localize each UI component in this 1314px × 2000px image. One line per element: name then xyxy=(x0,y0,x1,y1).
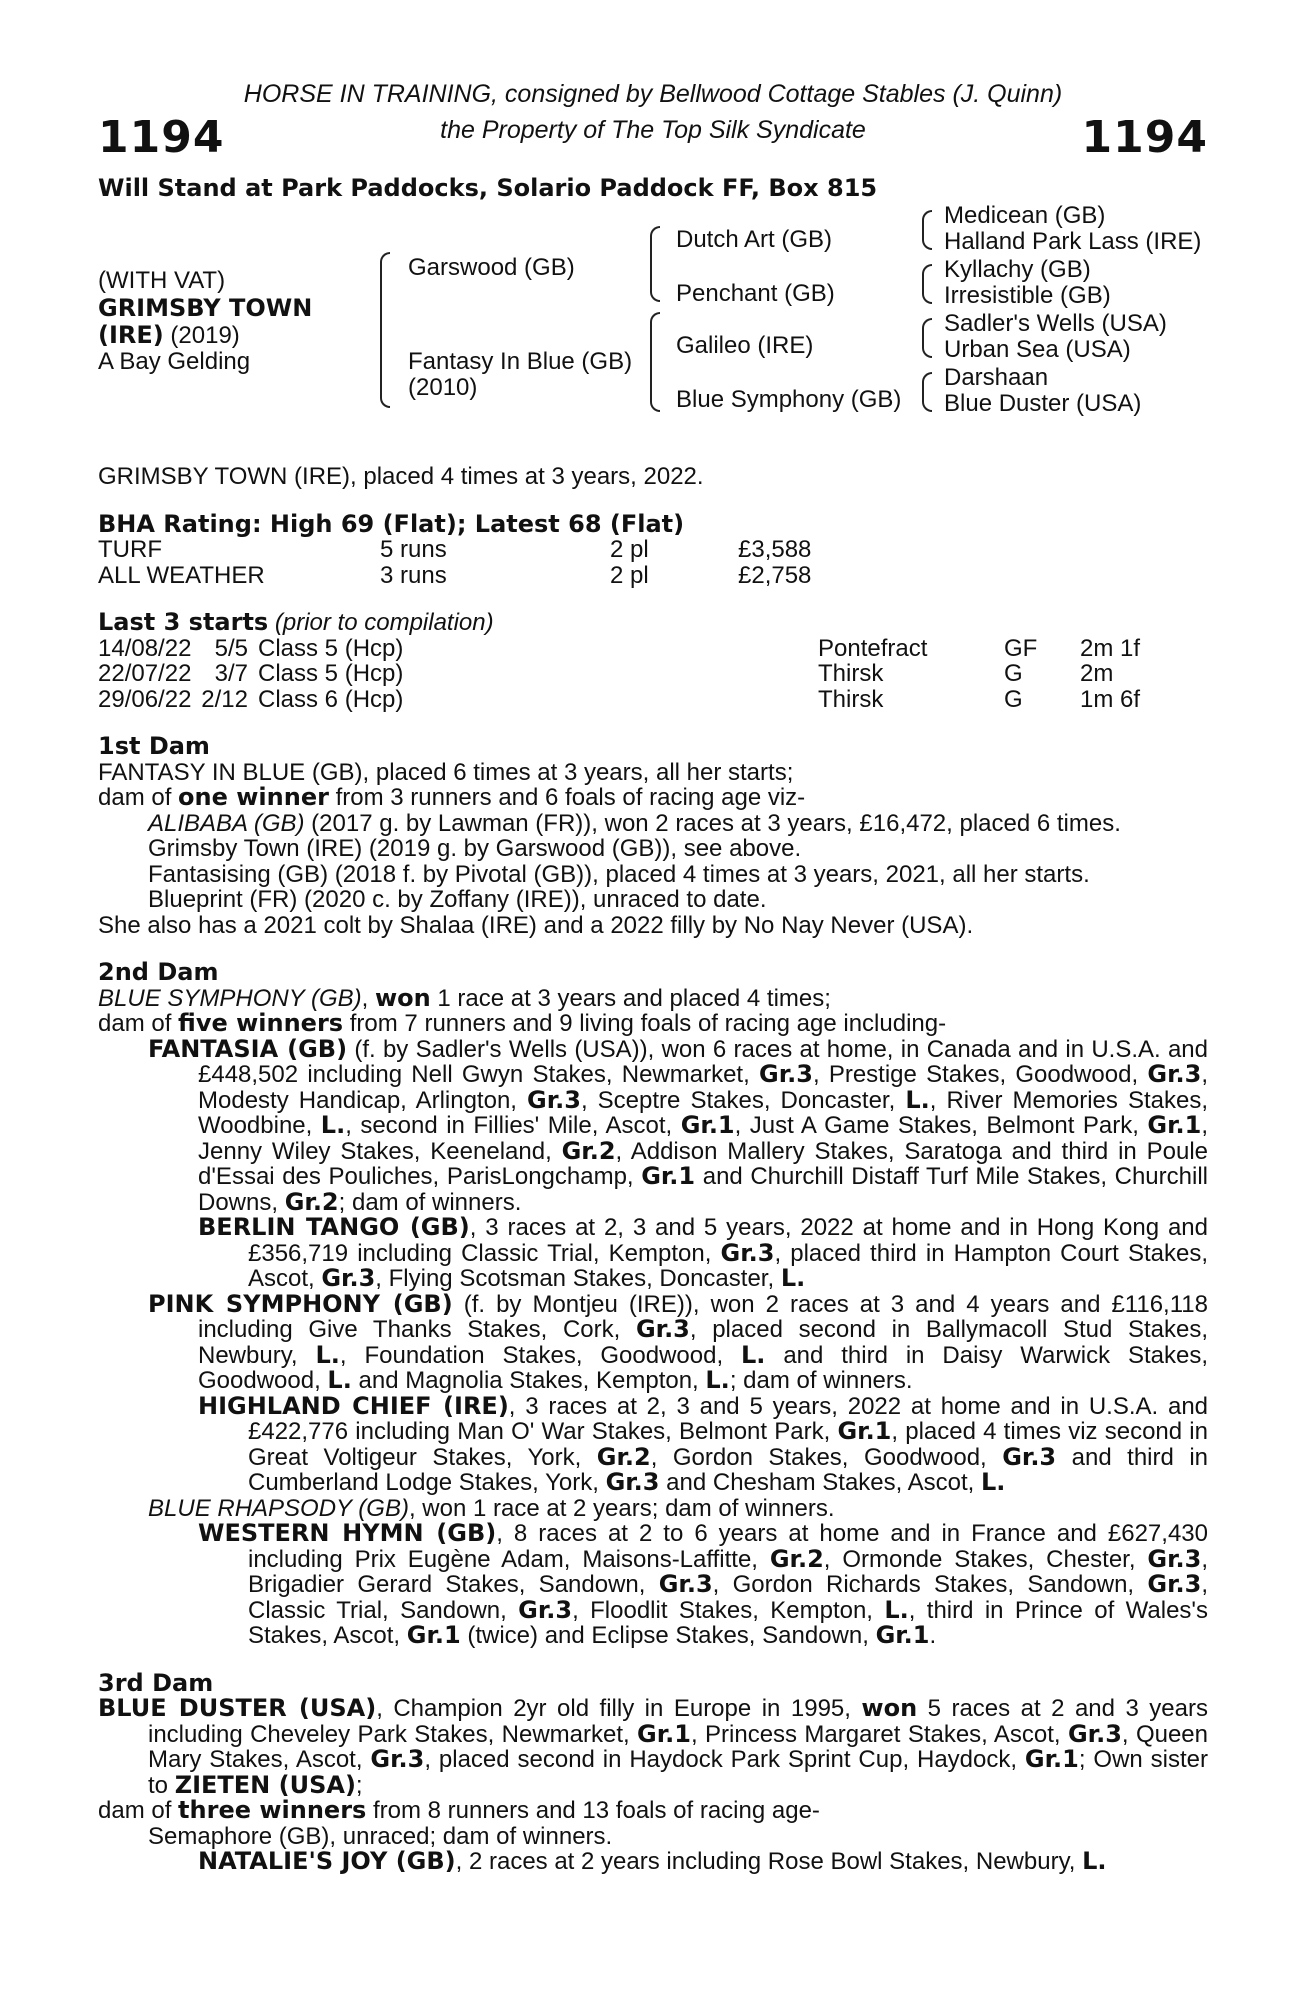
grade: L. xyxy=(327,1366,352,1394)
brace-3a xyxy=(922,210,932,250)
table-cell: Class 5 (Hcp) xyxy=(258,634,404,662)
pedigree-table xyxy=(98,202,1208,432)
grade: Gr.1 xyxy=(641,1162,696,1190)
produce-entry-fantasia xyxy=(98,1034,1209,1216)
produce-entry: Blueprint (FR) (2020 c. by Zoffany (IRE)), unraced to date. xyxy=(148,886,767,913)
table-row xyxy=(98,563,811,589)
grade: Gr.3 xyxy=(370,1745,425,1773)
text: ; dam of winners. xyxy=(338,1188,522,1216)
sire-dam-dam: Irresistible (GB) xyxy=(944,282,1111,309)
table-cell: Class 6 (Hcp) xyxy=(258,685,404,713)
text: , 2 races at 2 years including Rose Bowl Stakes, Newbury, xyxy=(455,1848,1083,1875)
dam-dam: Blue Symphony (GB) xyxy=(676,386,902,413)
first-dam-section xyxy=(98,734,1208,938)
starts-title: Last 3 starts xyxy=(98,608,269,636)
vat-label: (WITH VAT) xyxy=(98,267,226,294)
table-cell: 22/07/22 xyxy=(98,660,192,687)
winners-count: five winners xyxy=(178,1009,344,1037)
page-header xyxy=(98,82,1208,174)
dam-sire: Galileo (IRE) xyxy=(676,332,814,359)
first-dam-produce-summary xyxy=(98,785,1208,811)
text: , xyxy=(361,984,375,1012)
grade: L. xyxy=(705,1366,730,1394)
text: , placed second in Ballymacoll Stud Stakes, Newbury, xyxy=(198,1316,1208,1369)
won-label: won xyxy=(861,1694,918,1722)
lot-number-left: 1194 xyxy=(98,112,225,163)
dam-name: BLUE SYMPHONY (GB) xyxy=(98,984,362,1012)
text: , 3 races at 2, 3 and 5 years, 2022 at home and in Hong Kong and £356,719 including Classic Trial, Kempton, xyxy=(248,1214,1208,1267)
text: (f. by Sadler's Wells (USA)), won 6 races at home, in Canada and in U.S.A. and £448,502 including Nell Gwyn Stakes, Newmarket, xyxy=(198,1035,1208,1088)
table-cell: 3 runs xyxy=(380,561,447,589)
produce-name: ALIBABA (GB) xyxy=(148,809,305,837)
grade: Gr.3 xyxy=(1067,1719,1122,1748)
text: , River Memories Stakes, Woodbine, xyxy=(198,1086,1208,1139)
table-cell: 29/06/22 xyxy=(98,685,192,713)
text: , Champion 2yr old filly in Europe in 1995, xyxy=(376,1695,862,1722)
text: ; xyxy=(355,1771,363,1799)
table-cell: 5/5 xyxy=(214,634,248,662)
table-cell: 2/12 xyxy=(201,685,248,713)
horse-description: A Bay Gelding xyxy=(98,348,251,375)
grade: Gr.1 xyxy=(680,1111,735,1139)
rating-table xyxy=(98,537,811,588)
sire-sire: Dutch Art (GB) xyxy=(676,226,833,253)
text: , 3 races at 2, 3 and 5 years, 2022 at home and in U.S.A. and £422,776 including Man O' War Stakes, Belmont Park, xyxy=(248,1392,1209,1445)
grade: Gr.2 xyxy=(596,1442,651,1471)
text: , Just A Game Stakes, Belmont Park, xyxy=(734,1112,1148,1139)
horse-country: (IRE) xyxy=(98,321,164,349)
table-cell: Class 5 (Hcp) xyxy=(258,660,404,687)
grade: L. xyxy=(780,1264,806,1292)
text: , Foundation Stakes, Goodwood, xyxy=(339,1341,742,1369)
produce-entry-pink-symphony xyxy=(98,1289,1208,1394)
produce-entry-semaphore: Semaphore (GB), unraced; dam of winners. xyxy=(148,1822,613,1850)
grade: Gr.3 xyxy=(1147,1570,1202,1598)
won-label: won xyxy=(374,983,431,1012)
table-row xyxy=(98,537,811,563)
sibling-name: ZIETEN (USA) xyxy=(174,1770,356,1799)
table-cell: 2m 1f xyxy=(1080,634,1141,662)
text: , Floodlit Stakes, Kempton, xyxy=(572,1596,885,1624)
dam-dam-dam: Blue Duster (USA) xyxy=(944,390,1142,417)
text: and Churchill Distaff Turf Mile Stakes, Churchill Downs, xyxy=(198,1163,1208,1216)
sire-sire-sire: Medicean (GB) xyxy=(944,202,1106,229)
text: , Modesty Handicap, Arlington, xyxy=(198,1061,1208,1114)
text: , Classic Trial, Sandown, xyxy=(248,1571,1208,1624)
table-cell: 14/08/22 xyxy=(98,634,192,662)
grade: Gr.3 xyxy=(527,1085,581,1114)
text: , Ormonde Stakes, Chester, xyxy=(823,1545,1148,1573)
horse-year: (2019) xyxy=(163,322,240,349)
brace-1 xyxy=(380,252,390,408)
grade: Gr.3 xyxy=(635,1315,690,1343)
text: , placed third in Hampton Court Stakes, Ascot, xyxy=(248,1239,1208,1292)
text: from 8 runners and 13 foals of racing age- xyxy=(366,1797,820,1824)
stand-location: Will Stand at Park Paddocks, Solario Paddock FF, Box 815 xyxy=(98,174,878,202)
produce-name: BERLIN TANGO (GB) xyxy=(198,1213,470,1241)
grade: Gr.3 xyxy=(518,1595,573,1624)
text: 1 race at 3 years and placed 4 times; xyxy=(430,984,831,1012)
produce-entry xyxy=(98,811,1208,837)
text: , Addison Mallery Stakes, Saratoga and third in Poule d'Essai des Pouliches, ParisLongchamp, xyxy=(198,1137,1208,1190)
brace-2a xyxy=(650,226,660,302)
text: 5 races at 2 and 3 years including Cheveley Park Stakes, Newmarket, xyxy=(148,1695,1208,1748)
dam-sire-sire: Sadler's Wells (USA) xyxy=(944,310,1167,337)
dam-year: (2010) xyxy=(408,374,478,401)
lot-number-right: 1194 xyxy=(1081,112,1208,163)
produce-entry-berlin-tango xyxy=(98,1215,1208,1292)
third-dam-produce-summary xyxy=(98,1798,1208,1824)
table-cell: 2m xyxy=(1080,660,1114,687)
produce-entry-western-hymn xyxy=(98,1521,1208,1649)
grade: Gr.3 xyxy=(1147,1060,1202,1088)
third-dam-heading: 3rd Dam xyxy=(98,1668,214,1697)
produce-entry-blue-rhapsody xyxy=(98,1496,1208,1522)
grade: L. xyxy=(981,1468,1006,1496)
grade: Gr.1 xyxy=(637,1719,691,1748)
race-summary: GRIMSBY TOWN (IRE), placed 4 times at 3 years, 2022. xyxy=(98,463,704,490)
first-dam-note: She also has a 2021 colt by Shalaa (IRE) and a 2022 filly by No Nay Never (USA). xyxy=(98,911,974,939)
second-dam-section xyxy=(98,960,1208,1649)
text: from 7 runners and 9 living foals of racing age including- xyxy=(343,1010,947,1037)
grade: L. xyxy=(905,1085,930,1114)
second-dam-produce-summary xyxy=(98,1011,1208,1037)
starts-section xyxy=(98,610,1208,712)
winners-count: three winners xyxy=(178,1796,367,1824)
produce-name: HIGHLAND CHIEF (IRE) xyxy=(198,1391,509,1420)
table-row xyxy=(98,661,1140,687)
table-cell: Thirsk xyxy=(818,685,884,713)
grade: Gr.3 xyxy=(605,1468,660,1496)
grade: L. xyxy=(1082,1847,1107,1875)
text: (f. by Montjeu (IRE)), won 2 races at 3 and 4 years and £116,118 including Give Thanks Stakes, Cork, xyxy=(198,1290,1208,1343)
sire-dam-sire: Kyllachy (GB) xyxy=(944,256,1091,283)
rating-heading: BHA Rating: High 69 (Flat); Latest 68 (Flat) xyxy=(98,509,685,538)
grade: Gr.2 xyxy=(769,1544,824,1573)
text: . xyxy=(929,1622,937,1649)
starts-table xyxy=(98,636,1140,713)
table-row xyxy=(98,687,1140,713)
sire-dam: Penchant (GB) xyxy=(676,280,835,307)
grade: Gr.1 xyxy=(1147,1111,1202,1139)
starts-note: (prior to compilation) xyxy=(268,609,494,636)
produce-entry-highland-chief xyxy=(98,1391,1209,1496)
text: , Prestige Stakes, Goodwood, xyxy=(812,1061,1148,1088)
brace-3c xyxy=(922,318,932,358)
table-cell: 2 pl xyxy=(610,536,649,563)
text: from 3 runners and 6 foals of racing age viz- xyxy=(328,784,806,811)
table-cell: TURF xyxy=(98,536,162,563)
rating-section xyxy=(98,509,1208,589)
sire: Garswood (GB) xyxy=(408,254,575,281)
table-cell: ALL WEATHER xyxy=(98,561,265,589)
table-cell: Pontefract xyxy=(818,634,928,662)
table-cell: £3,588 xyxy=(738,536,812,563)
consignor-line: HORSE IN TRAINING, consigned by Bellwood Cottage Stables (J. Quinn) xyxy=(243,80,1063,108)
text: , Gordon Stakes, Goodwood, xyxy=(650,1443,1003,1471)
produce-entry-natalies-joy xyxy=(98,1849,1208,1875)
grade: Gr.3 xyxy=(1002,1442,1057,1471)
grade: L. xyxy=(741,1340,766,1369)
produce-name: BLUE RHAPSODY (GB) xyxy=(148,1494,409,1522)
text: , Jenny Wiley Stakes, Keeneland, xyxy=(198,1112,1209,1165)
text: ; Own sister to xyxy=(148,1746,1208,1799)
text: (twice) and Eclipse Stakes, Sandown, xyxy=(460,1622,876,1649)
second-dam-heading: 2nd Dam xyxy=(98,958,219,986)
text: and Chesham Stakes, Ascot, xyxy=(659,1469,982,1496)
catalogue-page xyxy=(98,82,1208,1875)
grade: Gr.1 xyxy=(875,1621,930,1649)
text: and third in Cumberland Lodge Stakes, York, xyxy=(248,1443,1209,1496)
grade: Gr.3 xyxy=(1147,1544,1202,1573)
text: and Magnolia Stakes, Kempton, xyxy=(351,1367,706,1394)
grade: Gr.2 xyxy=(561,1136,616,1165)
brace-3b xyxy=(922,264,932,304)
grade: Gr.1 xyxy=(1024,1745,1079,1773)
text: , Queen Mary Stakes, Ascot, xyxy=(148,1720,1208,1773)
grade: L. xyxy=(320,1111,346,1139)
dam-dam-sire: Darshaan xyxy=(944,364,1049,391)
produce-name: NATALIE'S JOY (GB) xyxy=(198,1847,456,1875)
produce-name: FANTASIA (GB) xyxy=(148,1034,348,1063)
grade: Gr.2 xyxy=(284,1187,339,1216)
grade: Gr.1 xyxy=(406,1621,461,1649)
sire-sire-dam: Halland Park Lass (IRE) xyxy=(944,228,1202,255)
table-cell: G xyxy=(1004,685,1023,713)
grade: Gr.1 xyxy=(837,1417,892,1445)
winners-count: one winner xyxy=(178,783,329,811)
grade: L. xyxy=(884,1595,909,1624)
property-line: the Property of The Top Silk Syndicate xyxy=(440,116,866,144)
text: , Gordon Richards Stakes, Sandown, xyxy=(712,1571,1148,1598)
grade: Gr.3 xyxy=(720,1238,775,1267)
starts-heading xyxy=(98,610,1208,636)
grade: L. xyxy=(315,1340,340,1369)
produce-name: WESTERN HYMN (GB) xyxy=(198,1519,497,1547)
brace-2b xyxy=(650,312,660,412)
text: (2017 g. by Lawman (FR)), won 2 races at 3 years, £16,472, placed 6 times. xyxy=(304,809,1121,837)
third-dam-entry xyxy=(98,1696,1208,1798)
produce-entry: Grimsby Town (IRE) (2019 g. by Garswood (GB)), see above. xyxy=(148,835,802,862)
brace-3d xyxy=(922,372,932,412)
horse-country-year xyxy=(98,321,240,350)
text: , won 1 race at 2 years; dam of winners. xyxy=(408,1494,835,1522)
table-cell: £2,758 xyxy=(738,561,812,589)
dam-name: BLUE DUSTER (USA) xyxy=(98,1694,377,1722)
text: and third in Daisy Warwick Stakes, Goodwood, xyxy=(198,1341,1208,1394)
grade: Gr.3 xyxy=(658,1570,713,1598)
produce-name: PINK SYMPHONY (GB) xyxy=(148,1289,453,1318)
table-cell: G xyxy=(1004,660,1023,687)
text: dam of xyxy=(98,784,179,811)
dam: Fantasy In Blue (GB) xyxy=(408,348,633,375)
text: ; dam of winners. xyxy=(729,1367,913,1394)
grade: Gr.3 xyxy=(321,1264,376,1292)
third-dam-section xyxy=(98,1668,1208,1875)
first-dam-line: FANTASY IN BLUE (GB), placed 6 times at 3 years, all her starts; xyxy=(98,758,794,786)
text: , Brigadier Gerard Stakes, Sandown, xyxy=(248,1545,1208,1598)
grade: Gr.3 xyxy=(759,1060,813,1088)
text: , 8 races at 2 to 6 years at home and in France and £627,430 including Prix Eugène Adam, Maisons-Laffitte, xyxy=(248,1520,1208,1573)
text: dam of xyxy=(98,1797,179,1824)
table-cell: 3/7 xyxy=(214,660,248,687)
second-dam-line xyxy=(98,983,1208,1012)
table-cell: Thirsk xyxy=(818,660,884,687)
table-cell: 5 runs xyxy=(380,536,447,563)
produce-entry: Fantasising (GB) (2018 f. by Pivotal (GB)), placed 4 times at 3 years, 2021, all her starts. xyxy=(148,860,1090,888)
text: , Princess Margaret Stakes, Ascot, xyxy=(690,1720,1068,1748)
dam-sire-dam: Urban Sea (USA) xyxy=(944,336,1131,363)
table-cell: GF xyxy=(1004,634,1038,662)
table-cell: 1m 6f xyxy=(1080,685,1141,713)
text: , placed second in Haydock Park Sprint Cup, Haydock, xyxy=(424,1746,1025,1773)
horse-name: GRIMSBY TOWN xyxy=(98,294,313,322)
first-dam-heading: 1st Dam xyxy=(98,732,210,760)
text: , Sceptre Stakes, Doncaster, xyxy=(580,1086,906,1114)
text: , placed 4 times viz second in Great Voltigeur Stakes, York, xyxy=(248,1418,1208,1471)
text: , second in Fillies' Mile, Ascot, xyxy=(345,1112,681,1139)
text: , third in Prince of Wales's Stakes, Ascot, xyxy=(248,1596,1208,1649)
text: , Flying Scotsman Stakes, Doncaster, xyxy=(375,1265,781,1292)
table-cell: 2 pl xyxy=(610,561,649,589)
text: dam of xyxy=(98,1010,179,1037)
table-row xyxy=(98,636,1140,662)
